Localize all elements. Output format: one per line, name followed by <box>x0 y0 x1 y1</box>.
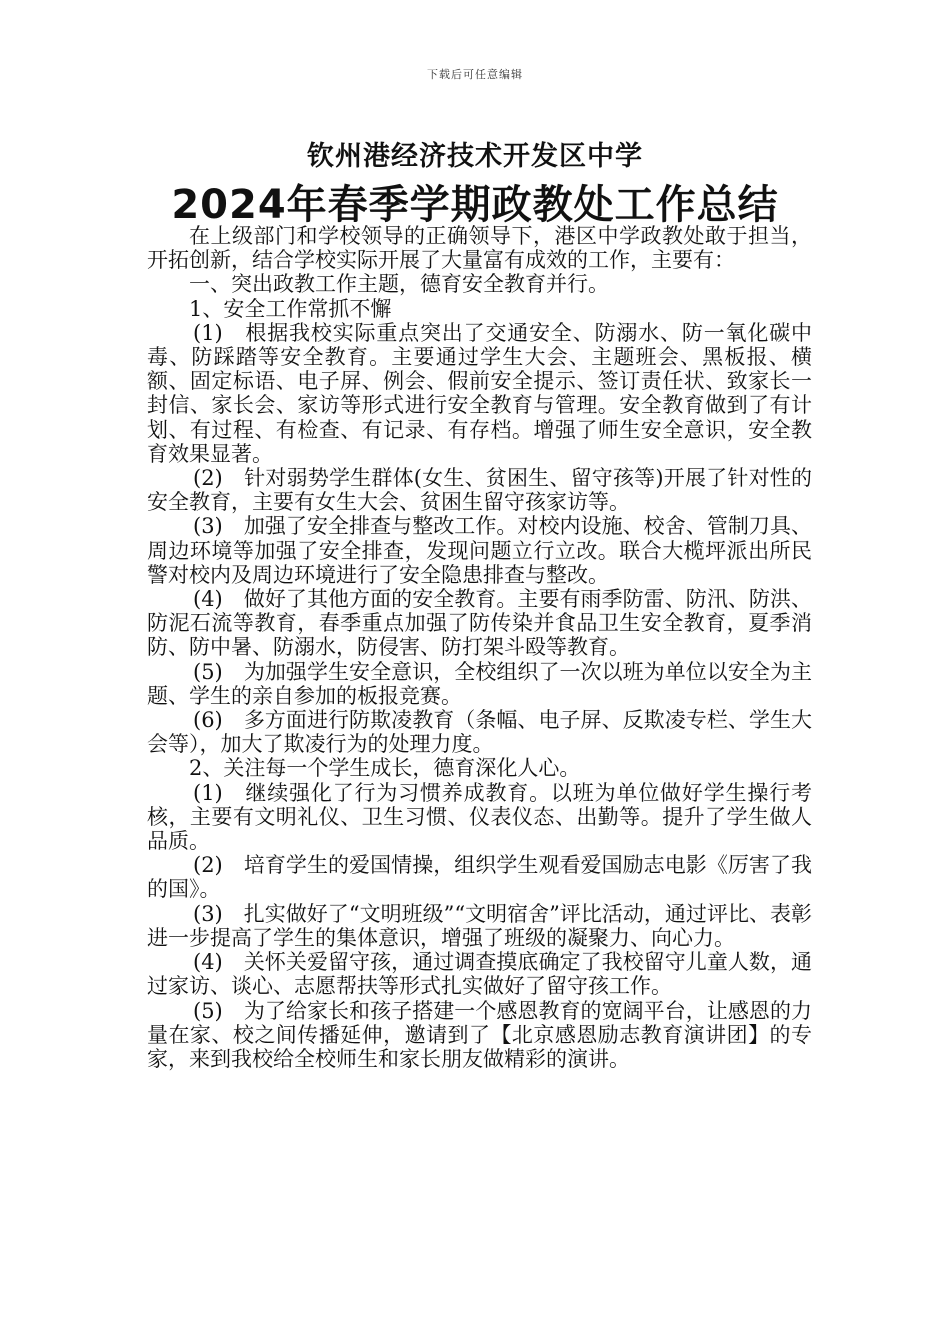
list-item: (4) 关怀关爱留守孩，通过调查摸底确定了我校留守儿童人数，通过家访、谈心、志愿帮扶等形式扎实做好了留守孩工作。 <box>147 950 812 999</box>
list-item: (3) 加强了安全排查与整改工作。对校内设施、校舍、管制刀具、周边环境等加强了安全排查，发现问题立行立改。联合大榄坪派出所民警对校内及周边环境进行了安全隐患排查与整改。 <box>147 514 812 587</box>
list-item: (6) 多方面进行防欺凌教育（条幅、电子屏、反欺凌专栏、学生大会等），加大了欺凌行为的处理力度。 <box>147 708 812 757</box>
document-body <box>147 224 812 1071</box>
intro-paragraph: 在上级部门和学校领导的正确领导下，港区中学政教处敢于担当，开拓创新，结合学校实际开展了大量富有成效的工作，主要有： <box>147 224 812 273</box>
list-item: (1) 根据我校实际重点突出了交通安全、防溺水、防一氧化碳中毒、防踩踏等安全教育。主要通过学生大会、主题班会、黑板报、横额、固定标语、电子屏、例会、假前安全提示、签订责任状、致家长一封信、家长会、家访等形式进行安全教育与管理。安全教育做到了有计划、有过程、有检查、有记录、有存档。增强了师生安全意识，安全教育效果显著。 <box>147 320 812 466</box>
header-note: 下载后可任意编辑 <box>427 68 523 81</box>
school-name: 钦州港经济技术开发区中学 <box>307 141 643 172</box>
list-item: (5) 为加强学生安全意识，全校组织了一次以班为单位以安全为主题、学生的亲自参加的板报竞赛。 <box>147 659 812 708</box>
section-heading: 一、突出政教工作主题，德育安全教育并行。 <box>189 272 609 297</box>
list-item: (3) 扎实做好了“文明班级”“文明宿舍”评比活动，通过评比、表彰进一步提高了学生的集体意识，增强了班级的凝聚力、向心力。 <box>147 901 812 950</box>
list-item: (4) 做好了其他方面的安全教育。主要有雨季防雷、防汛、防洪、防泥石流等教育，春季重点加强了防传染并食品卫生安全教育，夏季消防、防中暑、防溺水，防侵害、防打架斗殴等教育。 <box>147 587 812 660</box>
document-title: 2024年春季学期政教处工作总结 <box>171 182 779 228</box>
subsection-heading: 2、关注每一个学生成长，德育深化人心。 <box>189 756 581 781</box>
list-item: (1) 继续强化了行为习惯养成教育。以班为单位做好学生操行考核，主要有文明礼仪、卫生习惯、仪表仪态、出勤等。提升了学生做人品质。 <box>147 780 812 854</box>
list-item: (2) 针对弱势学生群体(女生、贫困生、留守孩等)开展了针对性的安全教育，主要有女生大会、贫困生留守孩家访等。 <box>147 466 812 515</box>
list-item: (5) 为了给家长和孩子搭建一个感恩教育的宽阔平台，让感恩的力量在家、校之间传播延伸，邀请到了【北京感恩励志教育演讲团】的专家，来到我校给全校师生和家长朋友做精彩的演讲。 <box>147 998 812 1071</box>
list-item: (2) 培育学生的爱国情操，组织学生观看爱国励志电影《厉害了我的国》。 <box>147 853 812 902</box>
subsection-heading: 1、安全工作常抓不懈 <box>189 296 392 321</box>
